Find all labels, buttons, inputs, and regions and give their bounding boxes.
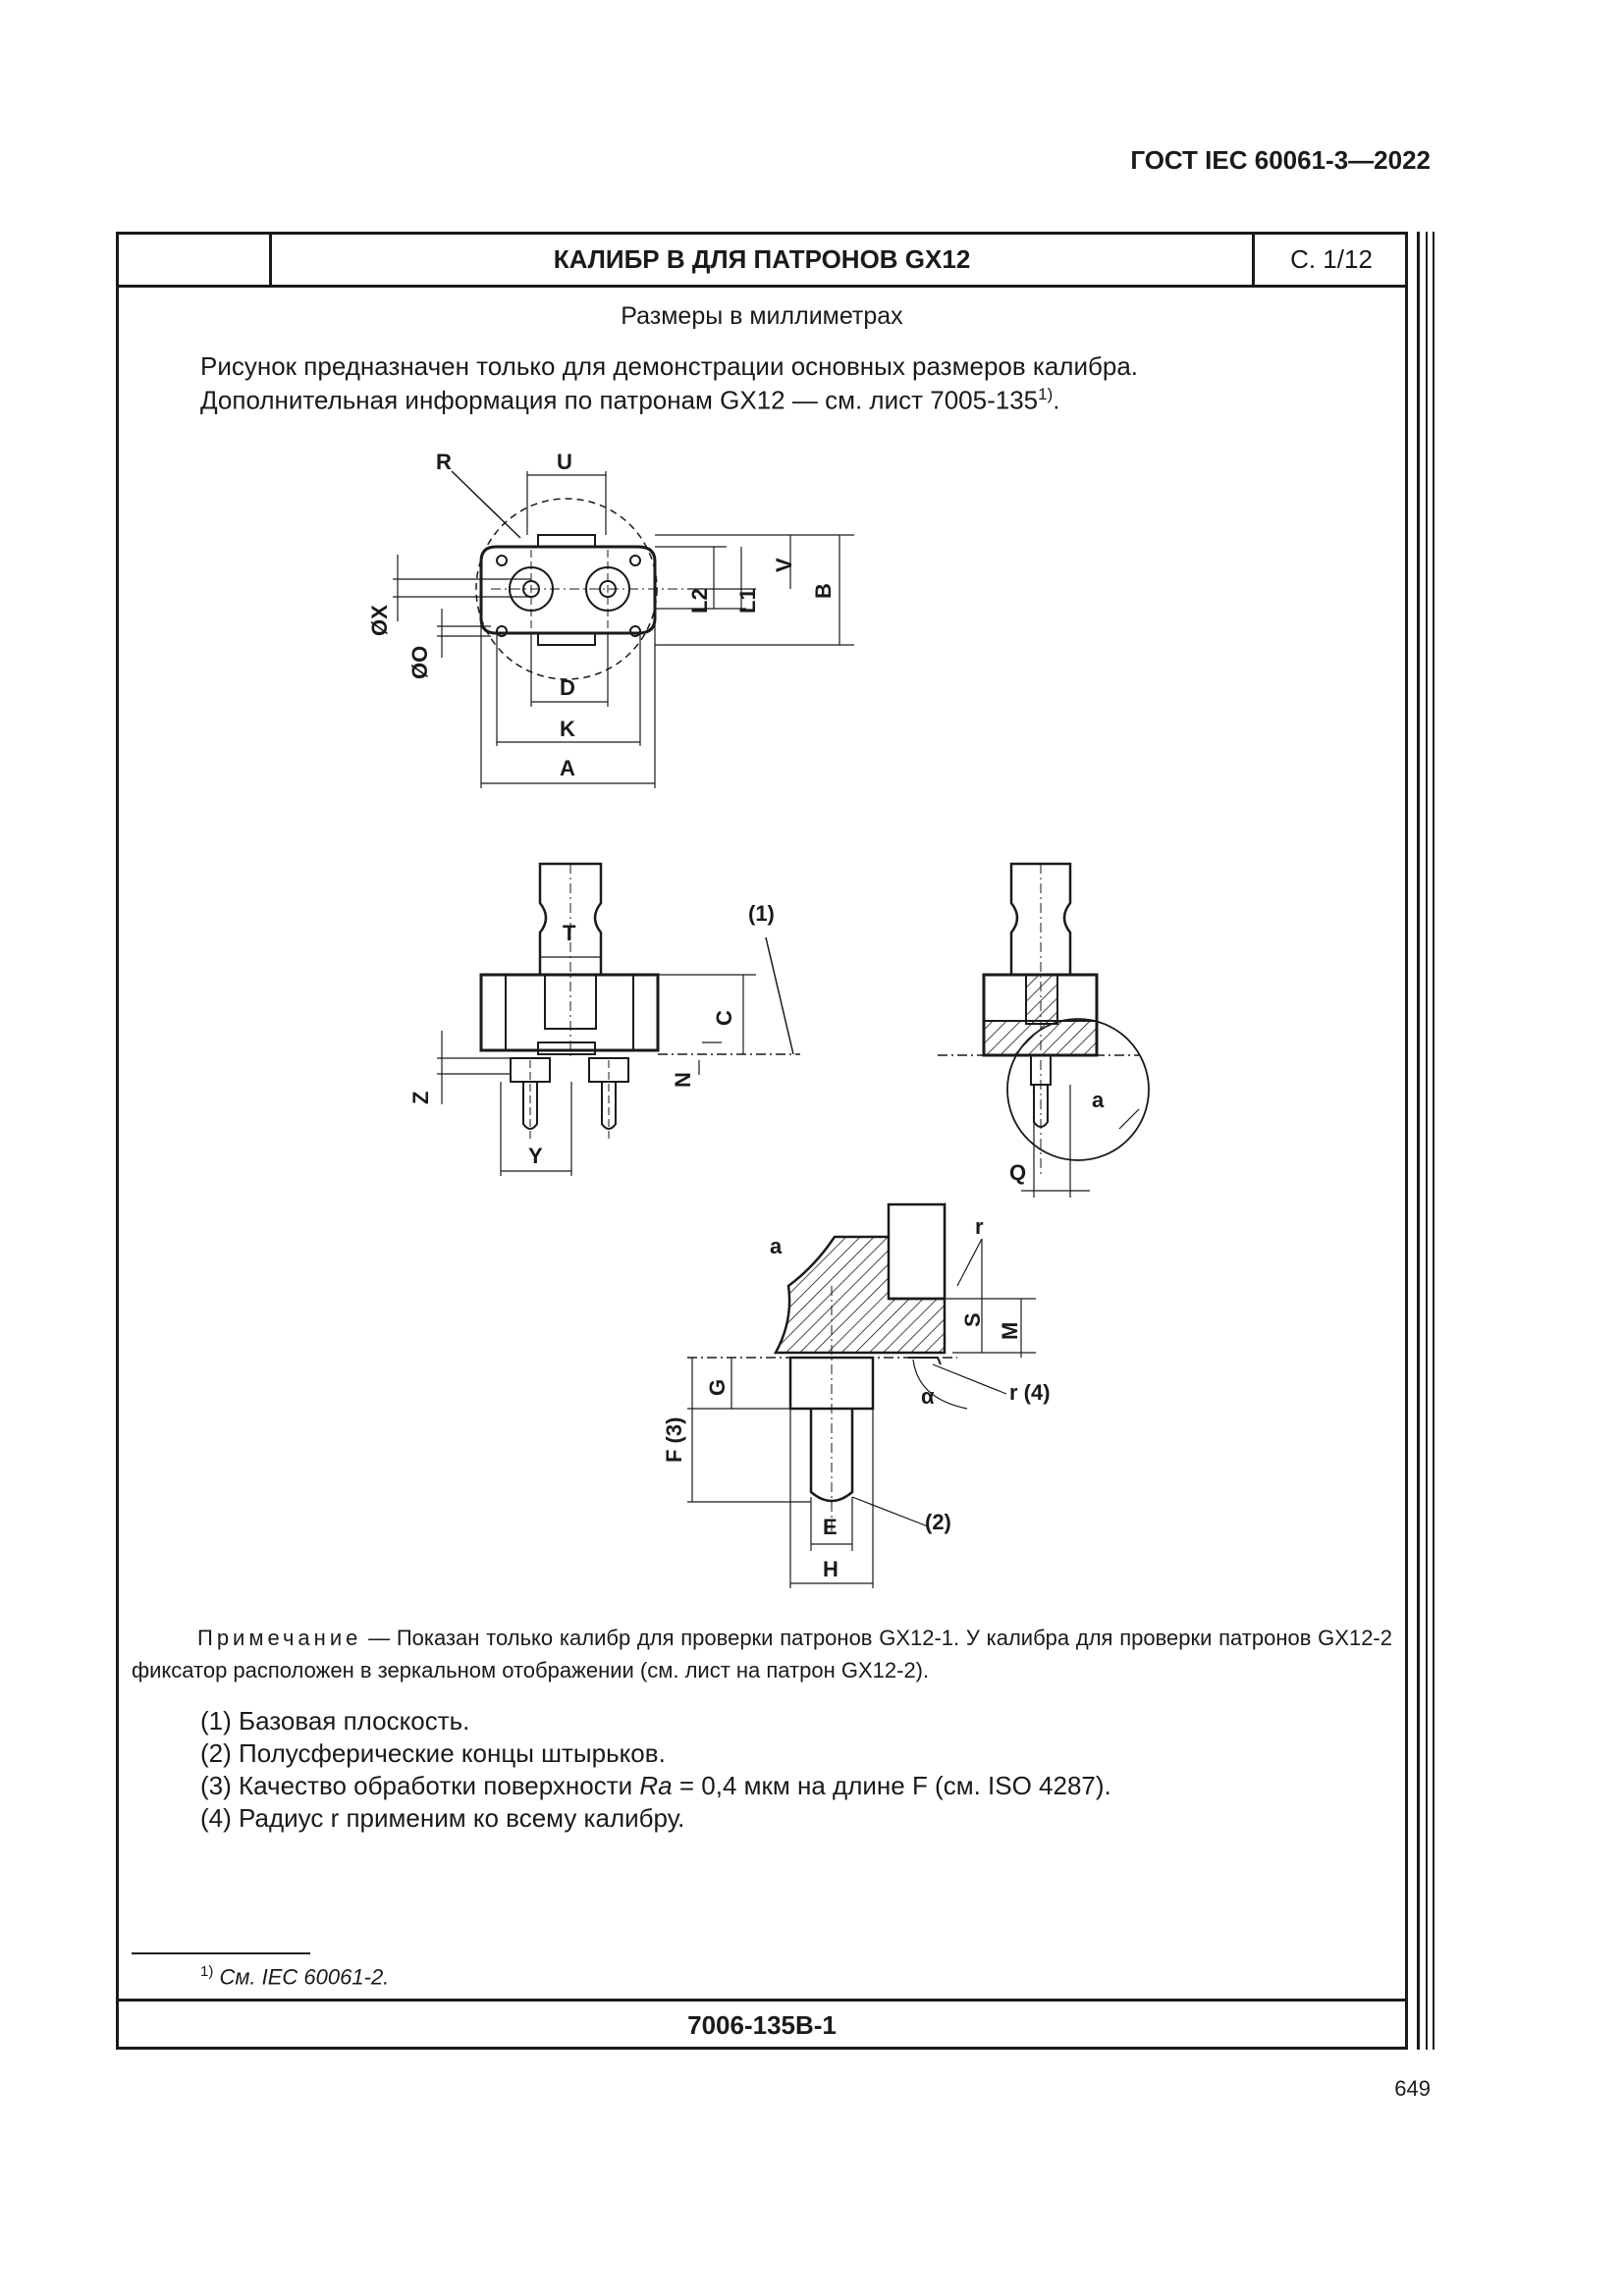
technical-drawing — [116, 432, 1408, 1610]
note-text: — Показан только калибр для проверки патронов GX12-1. У калибра для проверки патронов GX12-2 фиксатор расположен в зеркальном отображении (см. лист на патрон GX12-2). — [132, 1626, 1392, 1682]
label-Q: Q — [1009, 1160, 1027, 1185]
label-B: B — [811, 583, 836, 599]
intro-line-2-end: . — [1053, 385, 1060, 415]
footnote-1: (1) Базовая плоскость. — [200, 1706, 470, 1735]
note-label: Примечание — [197, 1626, 362, 1650]
footnote-rule — [132, 1952, 310, 1954]
label-C: C — [712, 1010, 736, 1026]
label-F3: F (3) — [662, 1416, 686, 1463]
footnote-3-ra: Ra — [639, 1771, 673, 1800]
label-M: M — [998, 1321, 1022, 1340]
frame-rule — [1417, 232, 1420, 2050]
page-number: 649 — [1394, 2076, 1431, 2101]
side-view — [938, 864, 1149, 1198]
intro-line-2 — [200, 385, 1059, 416]
label-N: N — [671, 1072, 695, 1088]
intro-line-1: Рисунок предназначен только для демонстрации основных размеров калибра. — [200, 351, 1139, 381]
standard-code: ГОСТ IEC 60061-3—2022 — [1130, 145, 1431, 175]
label-ref-2: (2) — [925, 1510, 951, 1534]
page-footnote-text: См. IEC 60061-2. — [213, 1964, 390, 1990]
label-detail-a: a — [770, 1234, 783, 1258]
label-alpha: α — [921, 1384, 935, 1409]
label-a: a — [1092, 1088, 1105, 1112]
label-r: r — [975, 1214, 984, 1239]
label-D: D — [560, 675, 575, 700]
label-Y: Y — [528, 1144, 543, 1168]
frame-rule — [1433, 232, 1434, 2050]
label-R: R — [436, 450, 452, 474]
intro-line-2-text: Дополнительная информация по патронам GX12 — см. лист 7005-135 — [200, 385, 1039, 415]
footnote-3 — [200, 1771, 1111, 1801]
label-S: S — [960, 1312, 985, 1327]
label-K: K — [560, 717, 575, 741]
units-note: Размеры в миллиметрах — [621, 302, 903, 330]
top-view — [393, 471, 854, 788]
frame-rule — [1426, 232, 1428, 2050]
label-L1: L1 — [735, 588, 760, 614]
label-T: T — [563, 921, 576, 945]
page-footnote-mark: 1) — [200, 1963, 214, 1980]
label-diameter-X: ØX — [367, 605, 392, 636]
note — [132, 1622, 1392, 1686]
detail-a — [687, 1204, 1036, 1588]
label-G: G — [705, 1378, 730, 1396]
sheet-code: 7006-135B-1 — [687, 2010, 837, 2040]
label-diameter-O: ØO — [407, 645, 432, 679]
label-U: U — [557, 450, 572, 474]
label-Z: Z — [408, 1091, 433, 1104]
sheet-number: С. 1/12 — [1290, 244, 1373, 274]
label-L2: L2 — [687, 588, 712, 614]
label-V: V — [772, 558, 796, 572]
label-E: E — [823, 1515, 838, 1539]
label-r4: r (4) — [1009, 1380, 1051, 1405]
footnote-ref: 1) — [1038, 385, 1054, 403]
page-footnote — [200, 1963, 389, 1990]
label-H: H — [823, 1557, 839, 1581]
footnote-3-text: (3) Качество обработки поверхности — [200, 1771, 640, 1800]
label-ref-1: (1) — [748, 901, 775, 926]
footnote-3-rest: = 0,4 мкм на длине F (см. ISO 4287). — [672, 1771, 1111, 1800]
front-view — [437, 864, 800, 1176]
sheet-title: КАЛИБР B ДЛЯ ПАТРОНОВ GX12 — [553, 244, 971, 274]
label-A: A — [560, 756, 575, 780]
footnote-4: (4) Радиус r применим ко всему калибру. — [200, 1803, 685, 1833]
footnote-2: (2) Полусферические концы штырьков. — [200, 1738, 666, 1768]
